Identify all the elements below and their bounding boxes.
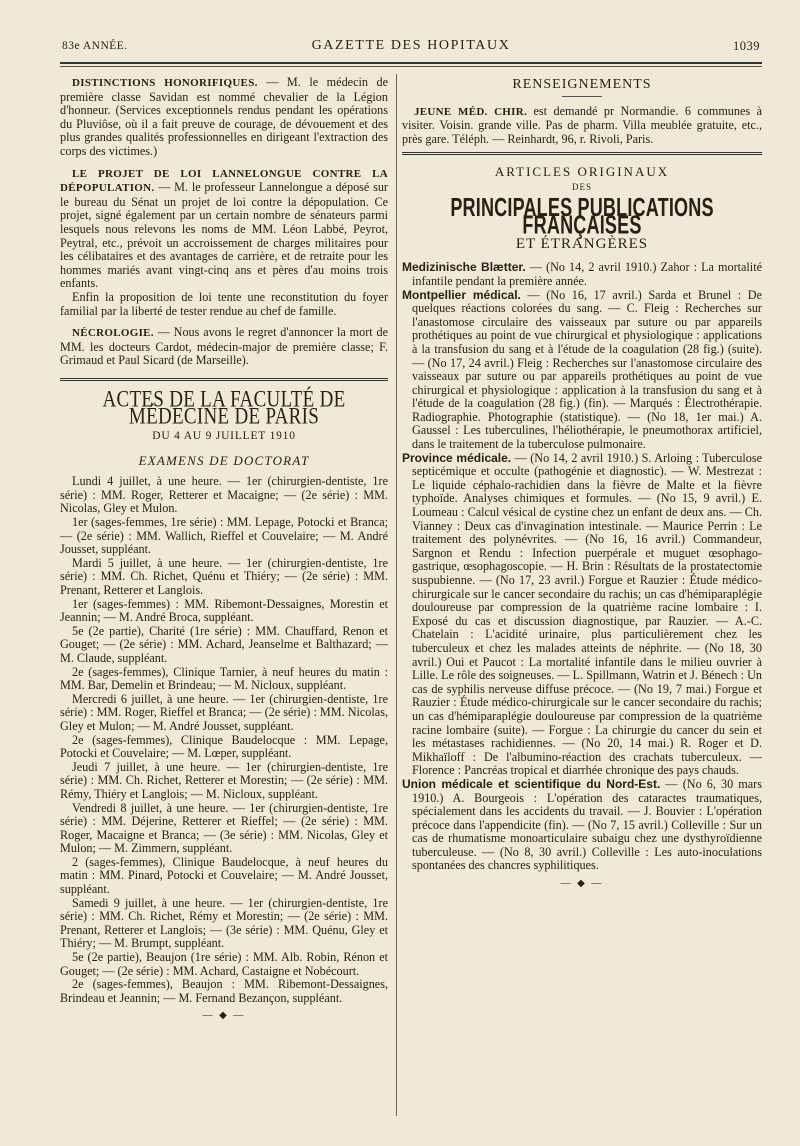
- news-text: — Nous avons le regret d'annoncer la mort de MM. les docteurs Cardot, médecin-major de première classe; F. Grimaud et Paul Sicard (de Marseille).: [60, 325, 388, 368]
- exam-entry: 2e (sages-femmes), Clinique Baudelocque : MM. Lepage, Potocki et Couvelaire; — M. Lœper, suppléant.: [60, 732, 388, 761]
- renseignement-ad: [402, 105, 762, 147]
- examens-title: EXAMENS DE DOCTORAT: [138, 452, 310, 468]
- news-distinctions: [60, 76, 388, 159]
- news-text: — M. le médecin de première classe Savidan est nommé chevalier de la Légion d'honneur. (Services exceptionnels rendus pendant les opérations du Pluviôse, où il a fait preuve de courage, de dévouement et des plus grandes qualités professionnelles en dirigeant l'extraction des corps des victimes.): [60, 75, 388, 158]
- exam-entry: 1er (sages-femmes, 1re série) : MM. Lepage, Potocki et Branca; — (2e série) : MM. Wallich, Rieffel et Couvelaire; — M. André Jousset, suppléant.: [60, 515, 388, 557]
- ad-text: est demandé pr Normandie. 6 communes à visiter. Voisin. grande ville. Pas de pharm. Villa meublée gratuite, etc., près gare. Téléph. — Reinhardt, 96, r. Rivoli, Paris.: [402, 103, 763, 146]
- exam-entry: Mardi 5 juillet, à une heure. — 1er (chirurgien-dentiste, 1re série) : MM. Ch. Richet, Quénu et Thiéry; — (2e série) : MM. Prenant, Retterer et Langlois.: [60, 555, 388, 597]
- header-rule-thin: [60, 66, 762, 67]
- journal-name: Union médicale et scientifique du Nord-Est.: [402, 776, 661, 791]
- exam-entry: 2e (sages-femmes), Beaujon : MM. Ribemont-Dessaignes, Brindeau et Jeannin; — M. Fernand Bezançon, suppléant.: [60, 977, 388, 1005]
- volume-label: 83e ANNÉE.: [62, 40, 128, 52]
- etrangeres-title: ET ÉTRANGÈRES: [515, 235, 649, 252]
- ad-heading: JEUNE MÉD. CHIR.: [414, 105, 528, 118]
- section-divider: [402, 152, 762, 155]
- news-text: — M. le professeur Lannelongue a déposé sur le bureau du Sénat un projet de loi contre la dépopulation. Ce projet, signé également par un certain nombre de sénateurs parmi lesquels nous relevons les noms de MM. Léon Labbé, Peyrot, Peytral, etc., prévoit un accroissement de charges militaires pour les célibataires et des avantages de carrière, et de retraite pour les hommes mariés avant vingt-cinq ans et pères d'au moins trois enfants.: [60, 180, 388, 291]
- news-lannelongue-cont: Enfin la proposition de loi tente une reconstitution du foyer familial par la liberté de tester rendue au chef de famille.: [60, 289, 388, 318]
- news-heading: NÉCROLOGIE.: [72, 327, 154, 340]
- right-column: [402, 76, 762, 891]
- exam-entry: 2e (sages-femmes), Clinique Tarnier, à neuf heures du matin : MM. Bar, Demelin et Brindeau; — M. Nicloux, suppléant.: [60, 664, 388, 693]
- journal-entry: [402, 261, 762, 288]
- journal-entry: [402, 778, 762, 873]
- header-rule: [60, 62, 762, 64]
- articles-des: DES: [571, 181, 592, 192]
- renseignements-title: RENSEIGNEMENTS: [512, 77, 652, 92]
- news-lannelongue: [60, 167, 388, 291]
- journal-entry-text: — (No 6, 30 mars 1910.) A. Bourgeois : L'opération des cataractes traumatiques, spécialement dans les accidents du travail. — J. Bouvier : L'opération précoce dans l'appendicite (fin). — (No 7, 15 avril.) Colleville : Sur un cas de rhumatisme monoarticulaire subaigu chez une dysthyroïdienne tuberculeuse. — (No 8, 30 avril.) Colleville : Les auto-inoculations spontanées des chancres syphilitiques.: [412, 776, 762, 873]
- ornament: — ◆ —: [202, 1010, 246, 1022]
- journal-title: GAZETTE DES HOPITAUX: [311, 38, 511, 53]
- exam-list: [60, 475, 388, 1005]
- news-heading: DISTINCTIONS HONORIFIQUES.: [72, 77, 258, 89]
- journal-entry-text: — (No 14, 2 avril 1910.) Zahor : La mortalité infantile pendant la première année.: [412, 260, 762, 288]
- actes-title: ACTES DE LA FACULTÉ DE MÉDECINE DE PARIS: [102, 387, 346, 429]
- journal-name: Province médicale.: [402, 450, 512, 465]
- section-divider: [60, 378, 388, 381]
- running-header: [60, 36, 762, 56]
- journal-entry-text: — (No 14, 2 avril 1910.) S. Arloing : Tuberculose septicémique et occulte (pathogénie et diagnostic). — W. Mestrezat : Le liquide céphalo-rachidien dans la fièvre de Malte et la fièvre typhoïde. Analyses chimiques et formules. — (No 15, 9 avril.) E. Loumeau : Calcul vésical de cystine chez un enfant de deux ans. — Ch. Vianney : Deux cas d'invagination intestinale. — Maurice Perrin : Le traitement des polynévrites. — (No 16, 16 avril.) Commandeur, Sargnon et Rendu : Infection puerpérale et muguet œsophago-gastrique, œsophagoscopie. — H. Brin : Résultats de la prostatectomie suspubienne. — (No 17, 23 avril.) Forgue et Rauzier : Étude médico-chirurgicale sur le cancer secondaire du rachis; un cas d'hémiparaplégie douloureuse par compression de la quatrième racine lombaire : I. Exposé du cas et discussion diagnostique, par Rauzier. — A.-C. Chatelain : L'acidité urinaire, plus particulièrement chez les tuberculeux et chez les malades atteints de néphrite. — (No 18, 30 avril.) Oui et Paucot : La mortalité infantile dans le milieu ouvrier à Lille. Le rôle des soigneuses. — L. Spillmann, Watrin et J. Bénech : Un cas de syphilis nerveuse diffuse précoce. — (No 19, 7 mai.) Forgue et Rauzier : Étude médico-chirurgicale sur le cancer secondaire du rachis; un cas d'hémiparaplégie douloureuse par compression de la quatrième racine lombaire (suite). — Forgue : La chirurgie du cancer du sein et les métastases rachidiennes. — (No 20, 14 mai.) R. Roger et D. Mikhaïloff : De l'albumino-réaction des crachats tuberculeux. — Florence : Pancréas tropical et diarrhée chronique des pays chauds.: [412, 450, 762, 778]
- news-heading: LE PROJET DE LOI LANNELONGUE CONTRE LA DÉPOPULATION.: [60, 167, 388, 195]
- principales-title: PRINCIPALES PUBLICATIONS FRANÇAISES: [450, 192, 714, 239]
- journal-entry-text: — (No 16, 17 avril.) Sarda et Brunel : De quelques réactions colorées du sang. — C. Fleig : Recherches sur l'anastomose circulaire des vaisseaux par suture ou par appareils prothétiques au point de vue chirurgical et physiologique : applications à la transfusion du sang et à l'étude de la coagulation (28 fig.) (suite). — (No 17, 24 avril.) Fleig : Recherches sur l'anastomose circulaire des vaisseaux par suture ou par appareils prothétiques au point de vue chirurgical et physiologique : application à la transfusion du sang et à l'étude de la coagulation (28 fig.) (fin). — Marqués : Électrothérapie. Radiographie. Photographie (statistique). — (No 18, 1er mai.) A. Gaussel : Les tuberculines, l'héliothérapie, le pneumothorax artificiel, dans le traitement de la tuberculose pulmonaire.: [412, 287, 762, 452]
- column-separator: [396, 74, 397, 1116]
- exam-entry: 5e (2e partie), Charité (1re série) : MM. Chauffard, Renon et Gouget; — (2e série) : MM. Achard, Jeanselme et Balthazard; — M. Claude, suppléant.: [60, 623, 388, 665]
- exam-entry: Jeudi 7 juillet, à une heure. — 1er (chirurgien-dentiste, 1re série) : MM. Ch. Richet, Retterer et Morestin; — (2e série) : MM. Rémy, Thiéry et Langlois; — M. Nicloux, suppléant.: [60, 759, 388, 801]
- exam-entry: 5e (2e partie), Beaujon (1re série) : MM. Alb. Robin, Rénon et Gouget; — (2e série) : MM. Achard, Castaigne et Nobécourt.: [60, 950, 388, 978]
- exam-entry: Lundi 4 juillet, à une heure. — 1er (chirurgien-dentiste, 1re série) : MM. Roger, Retterer et Macaigne; — (2e série) : MM. Nicolas, Gley et Mulon.: [60, 474, 388, 516]
- ornament: — ◆ —: [560, 878, 604, 890]
- mini-rule: [562, 96, 602, 97]
- journal-name: Medizinische Blætter.: [402, 260, 526, 275]
- articles-title: ARTICLES ORIGINAUX: [494, 164, 670, 180]
- page-number: 1039: [733, 39, 760, 53]
- journal-entry: [402, 289, 762, 452]
- news-necrologie: [60, 326, 388, 368]
- journal-entries: [402, 261, 762, 873]
- actes-dates: DU 4 AU 9 JUILLET 1910: [152, 430, 296, 443]
- journal-name: Montpellier médical.: [402, 287, 521, 302]
- exam-entry: Mercredi 6 juillet, à une heure. — 1er (chirurgien-dentiste, 1re série) : MM. Roger, Rieffel et Branca; — (2e série) : MM. Nicolas, Gley et Mulon; — M. André Jousset, suppléant.: [60, 691, 388, 733]
- journal-entry: [402, 452, 762, 778]
- left-column: [60, 76, 388, 1023]
- exam-entry: Vendredi 8 juillet, à une heure. — 1er (chirurgien-dentiste, 1re série) : MM. Déjerine, Retterer et Rieffel; — (2e série) : MM. Roger, Macaigne et Branca; — (3e série) : MM. Nicolas, Gley et Mulon; — M. Zimmern, suppléant.: [60, 800, 388, 856]
- exam-entry: Samedi 9 juillet, à une heure. — 1er (chirurgien-dentiste, 1re série) : MM. Ch. Richet, Rémy et Morestin; — (2e série) : MM. Prenant, Retterer et Langlois; — (3e série) : MM. Quénu, Gley et Thiéry; — M. Brumpt, suppléant.: [60, 895, 388, 951]
- exam-entry: 2 (sages-femmes), Clinique Baudelocque, à neuf heures du matin : MM. Pinard, Potocki et Couvelaire; — M. André Jousset, suppléant.: [60, 854, 388, 897]
- exam-entry: 1er (sages-femmes) : MM. Ribemont-Dessaignes, Morestin et Jeannin; — M. André Broca, suppléant.: [60, 596, 388, 625]
